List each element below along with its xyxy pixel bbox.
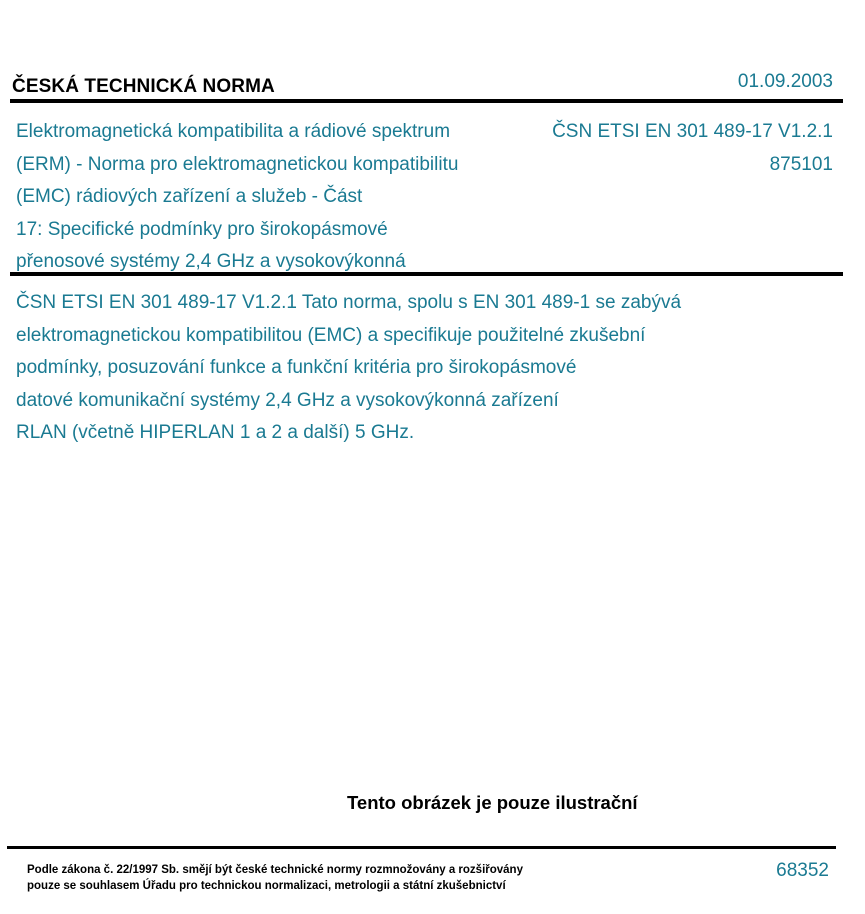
description-line: elektromagnetickou kompatibilitou (EMC) a specifikuje použitelné zkušební [16,324,646,346]
standard-identifiers [552,116,833,181]
description-line: datové komunikační systémy 2,4 GHz a vysokovýkonná zařízení [16,389,559,411]
title-line: přenosové systémy 2,4 GHz a vysokovýkonná [16,251,406,272]
description-line: ČSN ETSI EN 301 489-17 V1.2.1 Tato norma, spolu s EN 301 489-1 se zabývá [16,292,682,313]
title-line: 17: Specifické podmínky pro širokopásmové [16,218,388,240]
standard-title [16,116,536,279]
title-divider [10,272,843,276]
header-divider [10,99,843,103]
document-number: 68352 [776,860,829,881]
legal-line: pouze se souhlasem Úřadu pro technickou normalizaci, metrologii a státní zkušebnictví [27,880,506,892]
title-line: (EMC) rádiových zařízení a služeb - Část [16,186,363,207]
standard-designation: ČSN ETSI EN 301 489-17 V1.2.1 [552,121,833,142]
document-heading: ČESKÁ TECHNICKÁ NORMA [12,76,275,97]
footer-divider [7,846,836,849]
classification-code: 875101 [769,153,833,175]
legal-line: Podle zákona č. 22/1997 Sb. smějí být české technické normy rozmnožovány a rozšiřovány [27,864,523,876]
title-line: Elektromagnetická kompatibilita a rádiové spektrum [16,121,451,142]
description-line: RLAN (včetně HIPERLAN 1 a 2 a další) 5 GHz. [16,422,415,443]
illustration-note: Tento obrázek je pouze ilustrační [347,792,638,813]
legal-notice [27,862,523,894]
title-line: (ERM) - Norma pro elektromagnetickou kompatibilitu [16,153,459,175]
description-line: podmínky, posuzování funkce a funkční kritéria pro širokopásmové [16,357,577,378]
standard-description [16,287,681,450]
publication-date: 01.09.2003 [737,71,833,92]
